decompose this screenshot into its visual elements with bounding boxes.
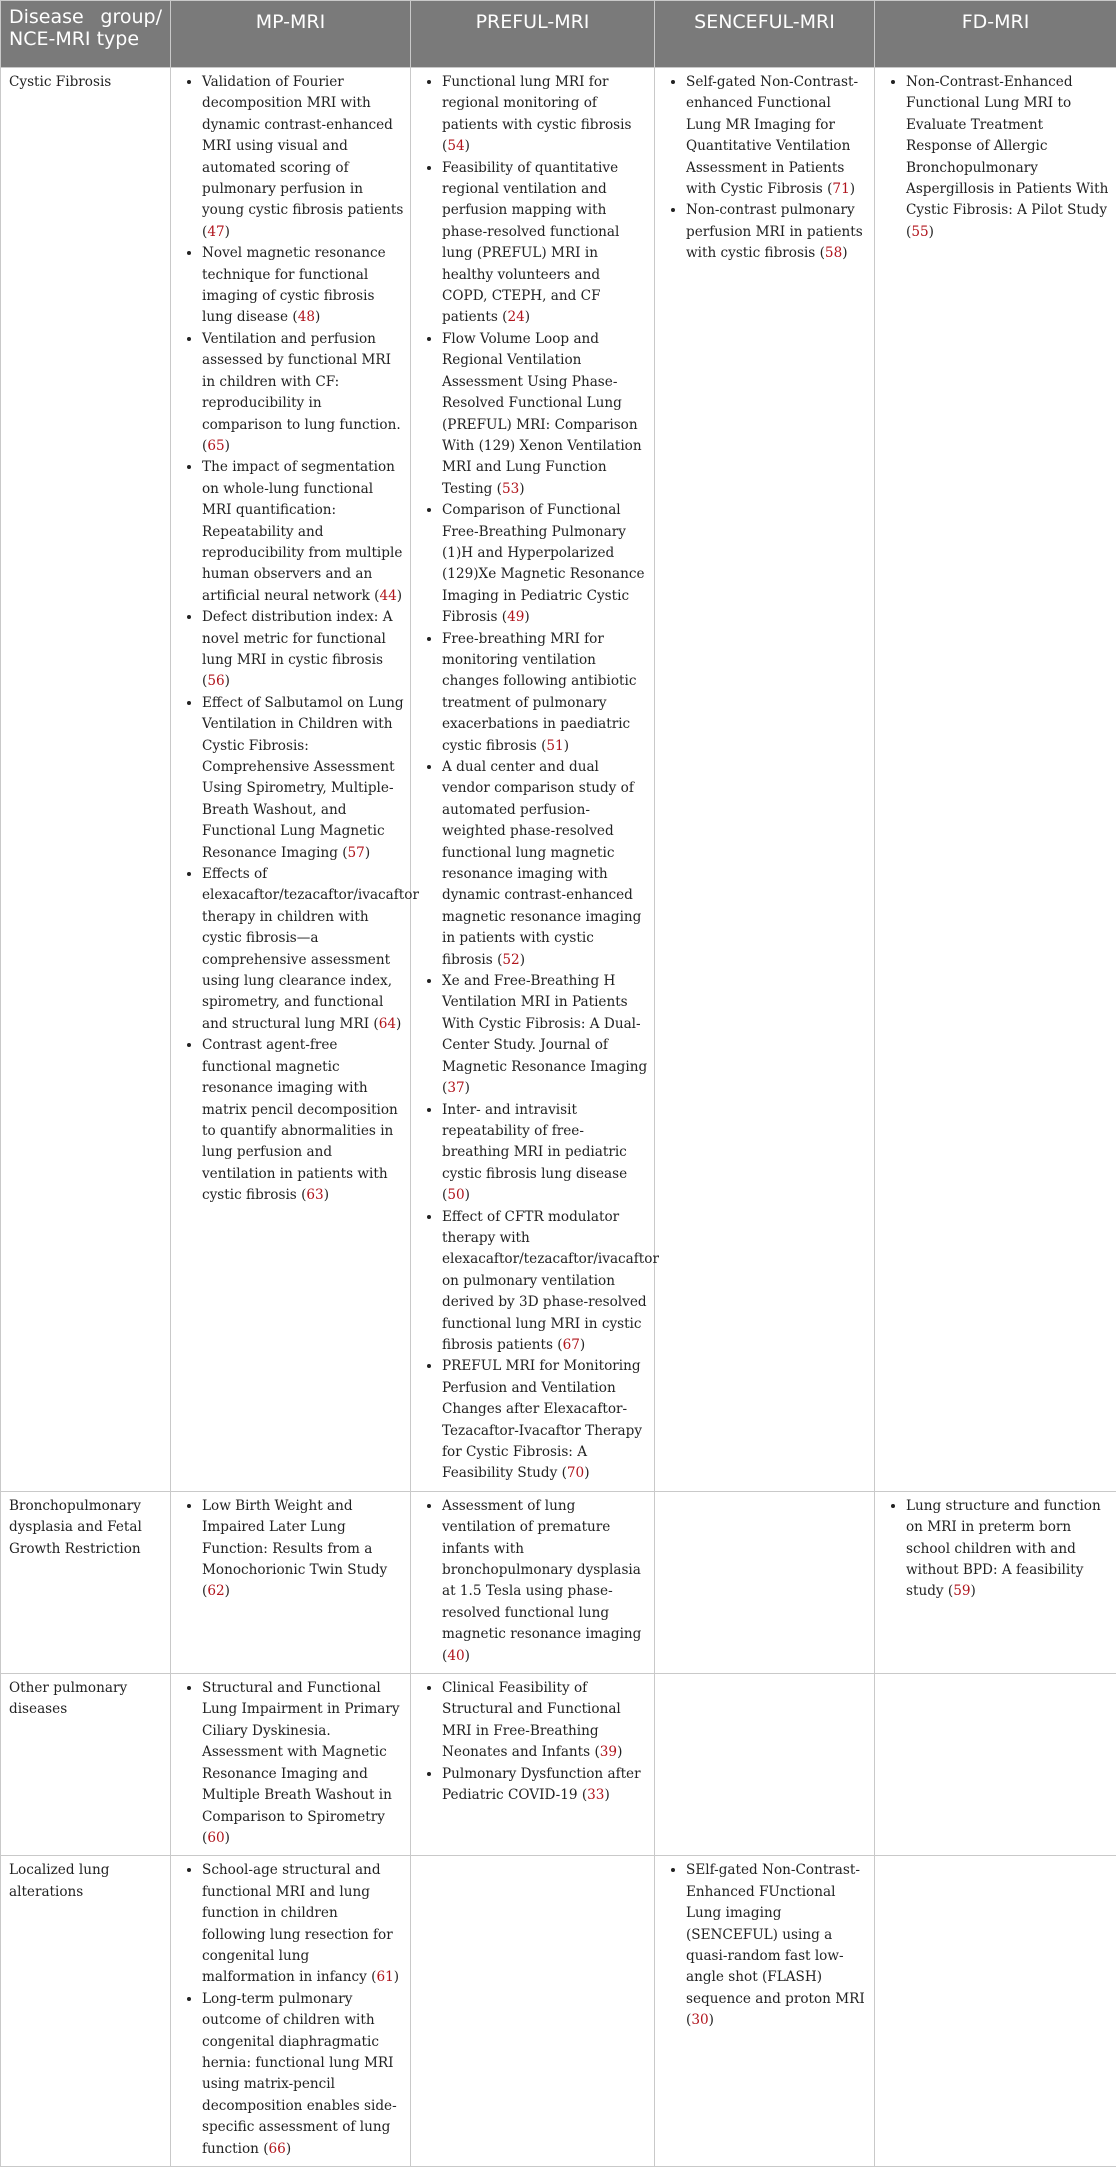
citation-link[interactable]: 52: [502, 952, 519, 968]
citation-link[interactable]: 70: [567, 1465, 584, 1481]
reference-item: • Validation of Fourier decomposition MRI with dynamic contrast-enhanced MRI using visual and automated scoring of pulmonary perfusion in young cystic fibrosis patients (47): [202, 72, 404, 243]
reference-title: Effect of CFTR modulator therapy with elexacaftor/tezacaftor/ivacaftor on pulmonary ventilation derived by 3D phase-resolved functional lung MRI in cystic fibrosis patients: [442, 1209, 659, 1353]
reference-item: • Defect distribution index: A novel metric for functional lung MRI in cystic fibrosis (56): [202, 607, 404, 693]
reference-title: Functional lung MRI for regional monitoring of patients with cystic fibrosis: [442, 74, 631, 133]
reference-item: • Contrast agent-free functional magnetic resonance imaging with matrix pencil decomposition to quantify abnormalities in lung perfusion and ventilation in patients with cystic fibrosis (63): [202, 1035, 404, 1206]
citation-link[interactable]: 59: [953, 1583, 970, 1599]
reference-list: [179, 72, 404, 1207]
disease-group-cell: Bronchopulmonary dysplasia and Fetal Growth Restriction: [1, 1491, 171, 1673]
citation-link[interactable]: 60: [207, 1830, 224, 1846]
reference-list: [663, 72, 868, 265]
reference-title: Comparison of Functional Free-Breathing Pulmonary (1)H and Hyperpolarized (129)Xe Magnetic Resonance Imaging in Pediatric Cystic Fibrosis: [442, 502, 645, 625]
disease-group-cell: Other pulmonary diseases: [1, 1674, 171, 1856]
citation-link[interactable]: 54: [447, 138, 464, 154]
fd-mri-cell: [875, 1674, 1116, 1856]
preful-mri-cell: [411, 1674, 655, 1856]
reference-item: • Ventilation and perfusion assessed by functional MRI in children with CF: reproducibility in comparison to lung function. (65): [202, 329, 404, 457]
mp-mri-cell: [171, 1491, 411, 1673]
preful-mri-cell: [411, 1856, 655, 2167]
reference-title: Structural and Functional Lung Impairment in Primary Ciliary Dyskinesia. Assessment with Magnetic Resonance Imaging and Multiple Breath Washout in Comparison to Spirometry: [202, 1680, 400, 1824]
header-fd-mri: FD-MRI: [875, 1, 1116, 68]
reference-title: Self-gated Non-Contrast-enhanced Functional Lung MR Imaging for Quantitative Ventilation Assessment in Patients with Cystic Fibrosis: [686, 74, 858, 197]
preful-mri-cell: [411, 1491, 655, 1673]
reference-item: • PREFUL MRI for Monitoring Perfusion and Ventilation Changes after Elexacaftor-Tezacaftor-Ivacaftor Therapy for Cystic Fibrosis: A Feasibility Study (70): [442, 1356, 648, 1484]
reference-list: [419, 1496, 648, 1667]
senceful-mri-cell: [655, 1856, 875, 2167]
reference-title: Pulmonary Dysfunction after Pediatric COVID-19: [442, 1766, 641, 1803]
reference-item: • Low Birth Weight and Impaired Later Lung Function: Results from a Monochorionic Twin Study (62): [202, 1496, 404, 1603]
citation-link[interactable]: 24: [507, 309, 524, 325]
reference-title: Non-contrast pulmonary perfusion MRI in patients with cystic fibrosis: [686, 202, 863, 261]
senceful-mri-cell: [655, 1674, 875, 1856]
reference-title: Validation of Fourier decomposition MRI with dynamic contrast-enhanced MRI using visual and automated scoring of pulmonary perfusion in young cystic fibrosis patients: [202, 74, 403, 218]
citation-link[interactable]: 56: [207, 673, 224, 689]
citation-link[interactable]: 58: [825, 245, 842, 261]
citation-link[interactable]: 53: [502, 481, 519, 497]
reference-title: Effects of elexacaftor/tezacaftor/ivacaftor therapy in children with cystic fibrosis—a comprehensive assessment using lung clearance index, spirometry, and functional and structural lung MRI: [202, 866, 419, 1032]
reference-title: Long-term pulmonary outcome of children with congenital diaphragmatic hernia: functional lung MRI using matrix-pencil decomposition enables side-specific assessment of lung function: [202, 1991, 397, 2157]
senceful-mri-cell: [655, 1491, 875, 1673]
fd-mri-cell: [875, 1856, 1116, 2167]
reference-title: The impact of segmentation on whole-lung functional MRI quantification: Repeatability and reproducibility from multiple human observers and an artificial neural network: [202, 459, 402, 603]
reference-title: Flow Volume Loop and Regional Ventilation Assessment Using Phase-Resolved Functional Lung (PREFUL) MRI: Comparison With (129) Xenon Ventilation MRI and Lung Function Testing: [442, 331, 642, 497]
reference-item: • Xe and Free-Breathing H Ventilation MRI in Patients With Cystic Fibrosis: A Dual-Center Study. Journal of Magnetic Resonance Imaging (37): [442, 971, 648, 1099]
reference-item: • A dual center and dual vendor comparison study of automated perfusion-weighted phase-resolved functional lung magnetic resonance imaging with dynamic contrast-enhanced magnetic resonance imaging in patients with cystic fibrosis (52): [442, 757, 648, 971]
disease-group-cell: Localized lung alterations: [1, 1856, 171, 2167]
reference-list: [179, 1496, 404, 1603]
reference-item: • SElf-gated Non-Contrast-Enhanced FUnctional Lung imaging (SENCEFUL) using a quasi-random fast low-angle shot (FLASH) sequence and proton MRI (30): [686, 1860, 868, 2031]
citation-link[interactable]: 63: [306, 1187, 323, 1203]
citation-link[interactable]: 55: [911, 224, 928, 240]
fd-mri-cell: [875, 68, 1116, 1492]
reference-title: Inter- and intravisit repeatability of free-breathing MRI in pediatric cystic fibrosis lung disease: [442, 1102, 627, 1182]
header-row: [1, 1, 1116, 68]
reference-item: • The impact of segmentation on whole-lung functional MRI quantification: Repeatability and reproducibility from multiple human observers and an artificial neural network (44): [202, 457, 404, 607]
table-row: [1, 1674, 1116, 1856]
reference-title: Xe and Free-Breathing H Ventilation MRI in Patients With Cystic Fibrosis: A Dual-Center Study. Journal of Magnetic Resonance Imaging: [442, 973, 647, 1075]
reference-item: • Functional lung MRI for regional monitoring of patients with cystic fibrosis (54): [442, 72, 648, 158]
reference-list: [419, 1678, 648, 1806]
reference-item: • Effects of elexacaftor/tezacaftor/ivacaftor therapy in children with cystic fibrosis—a comprehensive assessment using lung clearance index, spirometry, and functional and structural lung MRI (64): [202, 864, 404, 1035]
reference-list: [663, 1860, 868, 2031]
reference-title: SElf-gated Non-Contrast-Enhanced FUnctional Lung imaging (SENCEFUL) using a quasi-random fast low-angle shot (FLASH) sequence and proton MRI: [686, 1862, 865, 2006]
reference-item: • Inter- and intravisit repeatability of free-breathing MRI in pediatric cystic fibrosis lung disease (50): [442, 1100, 648, 1207]
citation-link[interactable]: 48: [298, 309, 315, 325]
reference-item: • Effect of CFTR modulator therapy with elexacaftor/tezacaftor/ivacaftor on pulmonary ventilation derived by 3D phase-resolved functional lung MRI in cystic fibrosis patients (67): [442, 1207, 648, 1357]
table-row: [1, 68, 1116, 1492]
reference-item: • Novel magnetic resonance technique for functional imaging of cystic fibrosis lung disease (48): [202, 243, 404, 329]
reference-title: PREFUL MRI for Monitoring Perfusion and Ventilation Changes after Elexacaftor-Tezacaftor-Ivacaftor Therapy for Cystic Fibrosis: A Feasibility Study: [442, 1358, 642, 1481]
reference-item: • Feasibility of quantitative regional ventilation and perfusion mapping with phase-resolved functional lung (PREFUL) MRI in healthy volunteers and COPD, CTEPH, and CF patients (24): [442, 158, 648, 329]
reference-list: [883, 72, 1110, 243]
table-row: [1, 1491, 1116, 1673]
reference-title: A dual center and dual vendor comparison study of automated perfusion-weighted phase-resolved functional lung magnetic resonance imaging with dynamic contrast-enhanced magnetic resonance imaging in patients with cystic fibrosis: [442, 759, 641, 968]
reference-list: [179, 1678, 404, 1849]
citation-link[interactable]: 67: [563, 1337, 580, 1353]
reference-item: • Long-term pulmonary outcome of children with congenital diaphragmatic hernia: functional lung MRI using matrix-pencil decomposition enables side-specific assessment of lung function (66): [202, 1989, 404, 2160]
header-disease-group: Disease group/ NCE-MRI type: [1, 1, 171, 68]
citation-link[interactable]: 66: [269, 2141, 286, 2157]
senceful-mri-cell: [655, 68, 875, 1492]
reference-item: • Effect of Salbutamol on Lung Ventilation in Children with Cystic Fibrosis: Comprehensive Assessment Using Spirometry, Multiple-Breath Washout, and Functional Lung Magnetic Resonance Imaging (57): [202, 693, 404, 864]
reference-title: School-age structural and functional MRI and lung function in children following lung resection for congenital lung malformation in infancy: [202, 1862, 393, 1985]
fd-mri-cell: [875, 1491, 1116, 1673]
citation-link[interactable]: 50: [447, 1187, 464, 1203]
mp-mri-cell: [171, 1674, 411, 1856]
mp-mri-cell: [171, 68, 411, 1492]
reference-item: • Flow Volume Loop and Regional Ventilation Assessment Using Phase-Resolved Functional Lung (PREFUL) MRI: Comparison With (129) Xenon Ventilation MRI and Lung Function Testing (53): [442, 329, 648, 500]
reference-list: [179, 1860, 404, 2160]
reference-item: • Assessment of lung ventilation of premature infants with bronchopulmonary dysplasia at 1.5 Tesla using phase-resolved functional lung magnetic resonance imaging (40): [442, 1496, 648, 1667]
reference-item: • School-age structural and functional MRI and lung function in children following lung resection for congenital lung malformation in infancy (61): [202, 1860, 404, 1988]
citation-link[interactable]: 49: [507, 609, 524, 625]
citation-link[interactable]: 37: [447, 1080, 464, 1096]
reference-item: • Non-contrast pulmonary perfusion MRI in patients with cystic fibrosis (58): [686, 200, 868, 264]
citation-link[interactable]: 61: [376, 1969, 393, 1985]
citation-link[interactable]: 47: [207, 224, 224, 240]
reference-title: Clinical Feasibility of Structural and Functional MRI in Free-Breathing Neonates and Infants: [442, 1680, 621, 1760]
reference-title: Feasibility of quantitative regional ventilation and perfusion mapping with phase-resolved functional lung (PREFUL) MRI in healthy volunteers and COPD, CTEPH, and CF patients: [442, 160, 619, 326]
reference-title: Defect distribution index: A novel metric for functional lung MRI in cystic fibrosis: [202, 609, 393, 668]
reference-title: Novel magnetic resonance technique for functional imaging of cystic fibrosis lung disease: [202, 245, 386, 325]
reference-list: [419, 72, 648, 1485]
citation-link[interactable]: 33: [587, 1787, 604, 1803]
citation-link[interactable]: 51: [546, 738, 563, 754]
disease-group-cell: Cystic Fibrosis: [1, 68, 171, 1492]
table-row: [1, 1856, 1116, 2167]
reference-title: Non-Contrast-Enhanced Functional Lung MRI to Evaluate Treatment Response of Allergic Bronchopulmonary Aspergillosis in Patients With Cystic Fibrosis: A Pilot Study: [906, 74, 1108, 218]
reference-item: • Structural and Functional Lung Impairment in Primary Ciliary Dyskinesia. Assessment with Magnetic Resonance Imaging and Multiple Breath Washout in Comparison to Spirometry (60): [202, 1678, 404, 1849]
citation-link[interactable]: 30: [691, 2012, 708, 2028]
citation-link[interactable]: 57: [348, 845, 365, 861]
reference-item: • Clinical Feasibility of Structural and Functional MRI in Free-Breathing Neonates and Infants (39): [442, 1678, 648, 1764]
reference-item: • Pulmonary Dysfunction after Pediatric COVID-19 (33): [442, 1764, 648, 1807]
reference-title: Low Birth Weight and Impaired Later Lung Function: Results from a Monochorionic Twin Study: [202, 1498, 387, 1578]
citation-link[interactable]: 62: [207, 1583, 224, 1599]
header-senceful-mri: SENCEFUL-MRI: [655, 1, 875, 68]
header-preful-mri: PREFUL-MRI: [411, 1, 655, 68]
reference-title: Effect of Salbutamol on Lung Ventilation in Children with Cystic Fibrosis: Comprehensive Assessment Using Spirometry, Multiple-Breath Washout, and Functional Lung Magnetic Resonance Imaging: [202, 695, 404, 861]
header-mp-mri: MP-MRI: [171, 1, 411, 68]
citation-link[interactable]: 39: [600, 1744, 617, 1760]
reference-title: Lung structure and function on MRI in preterm born school children with and without BPD: A feasibility study: [906, 1498, 1101, 1600]
reference-title: Contrast agent-free functional magnetic resonance imaging with matrix pencil decomposition to quantify abnormalities in lung perfusion and ventilation in patients with cystic fibrosis: [202, 1037, 398, 1203]
reference-list: [883, 1496, 1110, 1603]
citation-link[interactable]: 64: [379, 1016, 396, 1032]
reference-item: • Self-gated Non-Contrast-enhanced Functional Lung MR Imaging for Quantitative Ventilation Assessment in Patients with Cystic Fibrosis (71): [686, 72, 868, 200]
reference-item: • Free-breathing MRI for monitoring ventilation changes following antibiotic treatment of pulmonary exacerbations in paediatric cystic fibrosis (51): [442, 629, 648, 757]
reference-item: • Non-Contrast-Enhanced Functional Lung MRI to Evaluate Treatment Response of Allergic Bronchopulmonary Aspergillosis in Patients With Cystic Fibrosis: A Pilot Study (55): [906, 72, 1110, 243]
reference-item: • Lung structure and function on MRI in preterm born school children with and without BPD: A feasibility study (59): [906, 1496, 1110, 1603]
citation-link[interactable]: 44: [379, 588, 396, 604]
citation-link[interactable]: 65: [207, 438, 224, 454]
mp-mri-cell: [171, 1856, 411, 2167]
reference-item: • Comparison of Functional Free-Breathing Pulmonary (1)H and Hyperpolarized (129)Xe Magnetic Resonance Imaging in Pediatric Cystic Fibrosis (49): [442, 500, 648, 628]
reference-title: Assessment of lung ventilation of premature infants with bronchopulmonary dysplasia at 1.5 Tesla using phase-resolved functional lung magnetic resonance imaging: [442, 1498, 641, 1642]
reference-title: Free-breathing MRI for monitoring ventilation changes following antibiotic treatment of pulmonary exacerbations in paediatric cystic fibrosis: [442, 631, 636, 754]
citation-link[interactable]: 71: [832, 181, 849, 197]
preful-mri-cell: [411, 68, 655, 1492]
citation-link[interactable]: 40: [447, 1648, 464, 1664]
reference-title: Ventilation and perfusion assessed by functional MRI in children with CF: reproducibility in comparison to lung function.: [202, 331, 401, 433]
